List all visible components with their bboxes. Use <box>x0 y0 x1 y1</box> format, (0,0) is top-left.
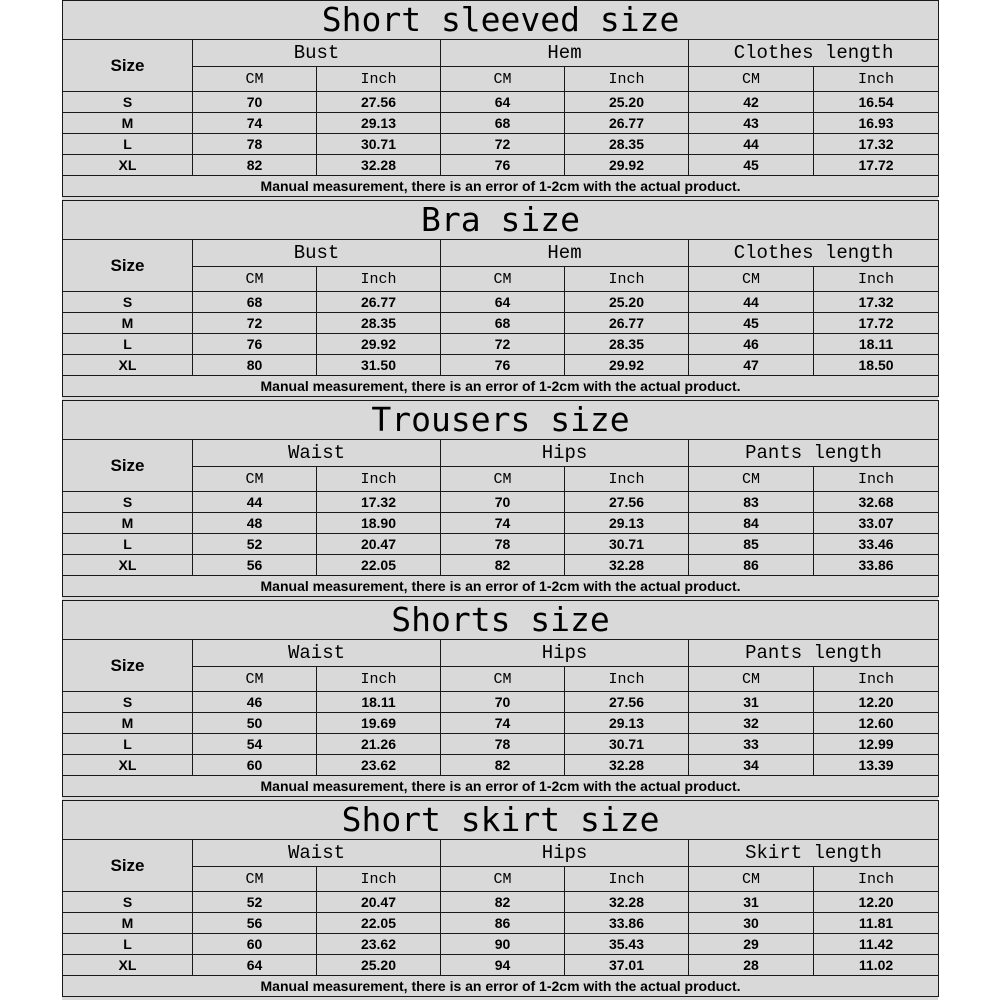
table-cell: 94 <box>441 955 565 976</box>
measurement-header: Skirt length <box>689 840 939 867</box>
table-cell: 12.20 <box>814 892 939 913</box>
measurement-header: Clothes length <box>689 240 939 267</box>
table-cell: 44 <box>689 134 814 155</box>
table-row <box>63 934 939 955</box>
size-label: L <box>63 134 193 155</box>
table-cell: 32.28 <box>565 755 689 776</box>
table-cell: 11.42 <box>814 934 939 955</box>
table-cell: 23.62 <box>317 934 441 955</box>
unit-cm-header: CM <box>193 867 317 892</box>
table-cell: 11.02 <box>814 955 939 976</box>
table-cell: 12.20 <box>814 692 939 713</box>
unit-inch-header: Inch <box>565 67 689 92</box>
table-cell: 17.72 <box>814 313 939 334</box>
size-label: L <box>63 334 193 355</box>
unit-cm-header: CM <box>193 267 317 292</box>
table-cell: 44 <box>689 292 814 313</box>
size-label: M <box>63 313 193 334</box>
section-title: Short skirt size <box>63 801 939 840</box>
table-cell: 45 <box>689 155 814 176</box>
table-cell: 50 <box>193 713 317 734</box>
table-cell: 70 <box>441 692 565 713</box>
table-row <box>63 113 939 134</box>
unit-cm-header: CM <box>689 667 814 692</box>
table-cell: 17.32 <box>317 492 441 513</box>
unit-cm-header: CM <box>441 67 565 92</box>
table-cell: 72 <box>193 313 317 334</box>
table-cell: 22.05 <box>317 555 441 576</box>
table-cell: 43 <box>689 113 814 134</box>
table-cell: 31 <box>689 892 814 913</box>
table-cell: 68 <box>193 292 317 313</box>
table-cell: 13.39 <box>814 755 939 776</box>
measurement-note: Manual measurement, there is an error of 1-2cm with the actual product. <box>63 776 939 797</box>
unit-inch-header: Inch <box>565 467 689 492</box>
table-cell: 45 <box>689 313 814 334</box>
measurement-header: Clothes length <box>689 40 939 67</box>
table-cell: 27.56 <box>317 92 441 113</box>
table-row <box>63 692 939 713</box>
table-cell: 27.56 <box>565 692 689 713</box>
table-cell: 68 <box>441 113 565 134</box>
measurement-header: Bust <box>193 40 441 67</box>
table-row <box>63 734 939 755</box>
table-cell: 85 <box>689 534 814 555</box>
unit-cm-header: CM <box>441 867 565 892</box>
table-cell: 18.50 <box>814 355 939 376</box>
size-label: M <box>63 113 193 134</box>
table-cell: 86 <box>689 555 814 576</box>
table-row <box>63 913 939 934</box>
size-label: XL <box>63 355 193 376</box>
size-label: XL <box>63 755 193 776</box>
table-cell: 47 <box>689 355 814 376</box>
table-cell: 33.07 <box>814 513 939 534</box>
size-label: S <box>63 92 193 113</box>
table-row <box>63 355 939 376</box>
table-cell: 86 <box>441 913 565 934</box>
table-cell: 28.35 <box>565 134 689 155</box>
unit-inch-header: Inch <box>317 267 441 292</box>
unit-cm-header: CM <box>193 67 317 92</box>
unit-cm-header: CM <box>689 867 814 892</box>
size-table <box>62 200 939 397</box>
measurement-header: Pants length <box>689 640 939 667</box>
table-cell: 33.86 <box>565 913 689 934</box>
table-cell: 25.20 <box>565 292 689 313</box>
table-cell: 32.28 <box>317 155 441 176</box>
section-title: Trousers size <box>63 401 939 440</box>
measurement-header: Hem <box>441 240 689 267</box>
table-cell: 12.99 <box>814 734 939 755</box>
unit-inch-header: Inch <box>565 667 689 692</box>
table-cell: 33 <box>689 734 814 755</box>
table-cell: 26.77 <box>317 292 441 313</box>
table-cell: 60 <box>193 755 317 776</box>
table-cell: 29.92 <box>317 334 441 355</box>
table-cell: 16.54 <box>814 92 939 113</box>
table-cell: 25.20 <box>565 92 689 113</box>
table-cell: 76 <box>441 355 565 376</box>
table-cell: 82 <box>441 755 565 776</box>
measurement-header: Hem <box>441 40 689 67</box>
table-cell: 32 <box>689 713 814 734</box>
table-cell: 29.13 <box>317 113 441 134</box>
size-table <box>62 400 939 597</box>
table-row <box>63 513 939 534</box>
table-cell: 34 <box>689 755 814 776</box>
table-cell: 64 <box>441 92 565 113</box>
table-cell: 60 <box>193 934 317 955</box>
size-section-bra <box>62 200 938 400</box>
table-row <box>63 892 939 913</box>
table-cell: 20.47 <box>317 892 441 913</box>
table-cell: 46 <box>689 334 814 355</box>
size-section-trousers <box>62 400 938 600</box>
table-cell: 37.01 <box>565 955 689 976</box>
table-row <box>63 492 939 513</box>
table-cell: 28.35 <box>565 334 689 355</box>
table-cell: 30 <box>689 913 814 934</box>
size-label: M <box>63 713 193 734</box>
table-cell: 29 <box>689 934 814 955</box>
table-cell: 64 <box>441 292 565 313</box>
table-cell: 76 <box>441 155 565 176</box>
table-cell: 52 <box>193 892 317 913</box>
size-column-header: Size <box>63 840 193 892</box>
size-table <box>62 800 939 997</box>
measurement-header: Waist <box>193 440 441 467</box>
table-cell: 20.47 <box>317 534 441 555</box>
measurement-header: Pants length <box>689 440 939 467</box>
size-section-shorts <box>62 600 938 800</box>
size-column-header: Size <box>63 240 193 292</box>
table-cell: 74 <box>441 513 565 534</box>
table-cell: 46 <box>193 692 317 713</box>
table-cell: 44 <box>193 492 317 513</box>
unit-inch-header: Inch <box>814 67 939 92</box>
table-cell: 29.92 <box>565 155 689 176</box>
table-cell: 33.46 <box>814 534 939 555</box>
measurement-note: Manual measurement, there is an error of 1-2cm with the actual product. <box>63 976 939 997</box>
table-cell: 31.50 <box>317 355 441 376</box>
table-cell: 29.13 <box>565 713 689 734</box>
table-cell: 84 <box>689 513 814 534</box>
table-cell: 68 <box>441 313 565 334</box>
table-cell: 17.32 <box>814 134 939 155</box>
table-row <box>63 155 939 176</box>
unit-cm-header: CM <box>193 667 317 692</box>
size-chart-sheet <box>62 0 938 1000</box>
size-label: S <box>63 892 193 913</box>
unit-inch-header: Inch <box>317 467 441 492</box>
unit-inch-header: Inch <box>814 467 939 492</box>
table-cell: 17.32 <box>814 292 939 313</box>
size-table <box>62 600 939 797</box>
unit-inch-header: Inch <box>317 667 441 692</box>
table-row <box>63 955 939 976</box>
section-title: Short sleeved size <box>63 1 939 40</box>
table-cell: 70 <box>193 92 317 113</box>
unit-cm-header: CM <box>689 467 814 492</box>
table-row <box>63 292 939 313</box>
table-cell: 17.72 <box>814 155 939 176</box>
size-label: S <box>63 692 193 713</box>
table-row <box>63 555 939 576</box>
table-cell: 31 <box>689 692 814 713</box>
unit-cm-header: CM <box>441 467 565 492</box>
table-cell: 76 <box>193 334 317 355</box>
table-cell: 32.28 <box>565 892 689 913</box>
table-cell: 30.71 <box>565 534 689 555</box>
table-cell: 42 <box>689 92 814 113</box>
table-cell: 90 <box>441 934 565 955</box>
size-label: S <box>63 292 193 313</box>
size-section-short-skirt <box>62 800 938 1000</box>
size-label: L <box>63 734 193 755</box>
measurement-header: Bust <box>193 240 441 267</box>
table-cell: 32.68 <box>814 492 939 513</box>
unit-cm-header: CM <box>193 467 317 492</box>
table-cell: 72 <box>441 134 565 155</box>
table-row <box>63 755 939 776</box>
measurement-header: Hips <box>441 640 689 667</box>
unit-inch-header: Inch <box>814 867 939 892</box>
table-cell: 78 <box>193 134 317 155</box>
size-label: XL <box>63 955 193 976</box>
table-cell: 16.93 <box>814 113 939 134</box>
table-cell: 23.62 <box>317 755 441 776</box>
size-table <box>62 0 939 197</box>
table-cell: 25.20 <box>317 955 441 976</box>
size-label: S <box>63 492 193 513</box>
size-label: L <box>63 534 193 555</box>
table-cell: 32.28 <box>565 555 689 576</box>
table-cell: 33.86 <box>814 555 939 576</box>
table-cell: 28.35 <box>317 313 441 334</box>
table-cell: 82 <box>441 892 565 913</box>
measurement-note: Manual measurement, there is an error of 1-2cm with the actual product. <box>63 376 939 397</box>
measurement-note: Manual measurement, there is an error of 1-2cm with the actual product. <box>63 176 939 197</box>
unit-inch-header: Inch <box>814 667 939 692</box>
size-label: M <box>63 913 193 934</box>
table-row <box>63 92 939 113</box>
size-label: XL <box>63 555 193 576</box>
table-row <box>63 134 939 155</box>
measurement-header: Waist <box>193 840 441 867</box>
size-column-header: Size <box>63 40 193 92</box>
table-cell: 70 <box>441 492 565 513</box>
table-cell: 74 <box>193 113 317 134</box>
table-cell: 19.69 <box>317 713 441 734</box>
size-label: XL <box>63 155 193 176</box>
table-cell: 18.11 <box>814 334 939 355</box>
table-cell: 29.92 <box>565 355 689 376</box>
section-title: Shorts size <box>63 601 939 640</box>
size-label: L <box>63 934 193 955</box>
table-row <box>63 534 939 555</box>
unit-inch-header: Inch <box>565 867 689 892</box>
table-cell: 22.05 <box>317 913 441 934</box>
table-cell: 26.77 <box>565 313 689 334</box>
table-cell: 82 <box>193 155 317 176</box>
measurement-header: Hips <box>441 840 689 867</box>
table-cell: 11.81 <box>814 913 939 934</box>
table-cell: 74 <box>441 713 565 734</box>
unit-cm-header: CM <box>441 267 565 292</box>
table-cell: 30.71 <box>565 734 689 755</box>
unit-inch-header: Inch <box>317 867 441 892</box>
table-cell: 80 <box>193 355 317 376</box>
table-cell: 26.77 <box>565 113 689 134</box>
table-cell: 27.56 <box>565 492 689 513</box>
table-row <box>63 313 939 334</box>
measurement-header: Hips <box>441 440 689 467</box>
section-title: Bra size <box>63 201 939 240</box>
unit-inch-header: Inch <box>814 267 939 292</box>
table-cell: 56 <box>193 555 317 576</box>
table-cell: 83 <box>689 492 814 513</box>
size-section-short-sleeved <box>62 0 938 200</box>
table-cell: 18.90 <box>317 513 441 534</box>
table-cell: 48 <box>193 513 317 534</box>
unit-inch-header: Inch <box>565 267 689 292</box>
table-cell: 28 <box>689 955 814 976</box>
table-cell: 21.26 <box>317 734 441 755</box>
table-cell: 29.13 <box>565 513 689 534</box>
table-row <box>63 334 939 355</box>
measurement-header: Waist <box>193 640 441 667</box>
size-label: M <box>63 513 193 534</box>
table-row <box>63 713 939 734</box>
table-cell: 18.11 <box>317 692 441 713</box>
unit-cm-header: CM <box>689 267 814 292</box>
table-cell: 64 <box>193 955 317 976</box>
table-cell: 35.43 <box>565 934 689 955</box>
table-cell: 54 <box>193 734 317 755</box>
unit-inch-header: Inch <box>317 67 441 92</box>
table-cell: 82 <box>441 555 565 576</box>
table-cell: 52 <box>193 534 317 555</box>
table-cell: 78 <box>441 734 565 755</box>
unit-cm-header: CM <box>441 667 565 692</box>
table-cell: 12.60 <box>814 713 939 734</box>
table-cell: 56 <box>193 913 317 934</box>
table-cell: 78 <box>441 534 565 555</box>
unit-cm-header: CM <box>689 67 814 92</box>
size-column-header: Size <box>63 440 193 492</box>
table-cell: 72 <box>441 334 565 355</box>
size-column-header: Size <box>63 640 193 692</box>
table-cell: 30.71 <box>317 134 441 155</box>
measurement-note: Manual measurement, there is an error of 1-2cm with the actual product. <box>63 576 939 597</box>
